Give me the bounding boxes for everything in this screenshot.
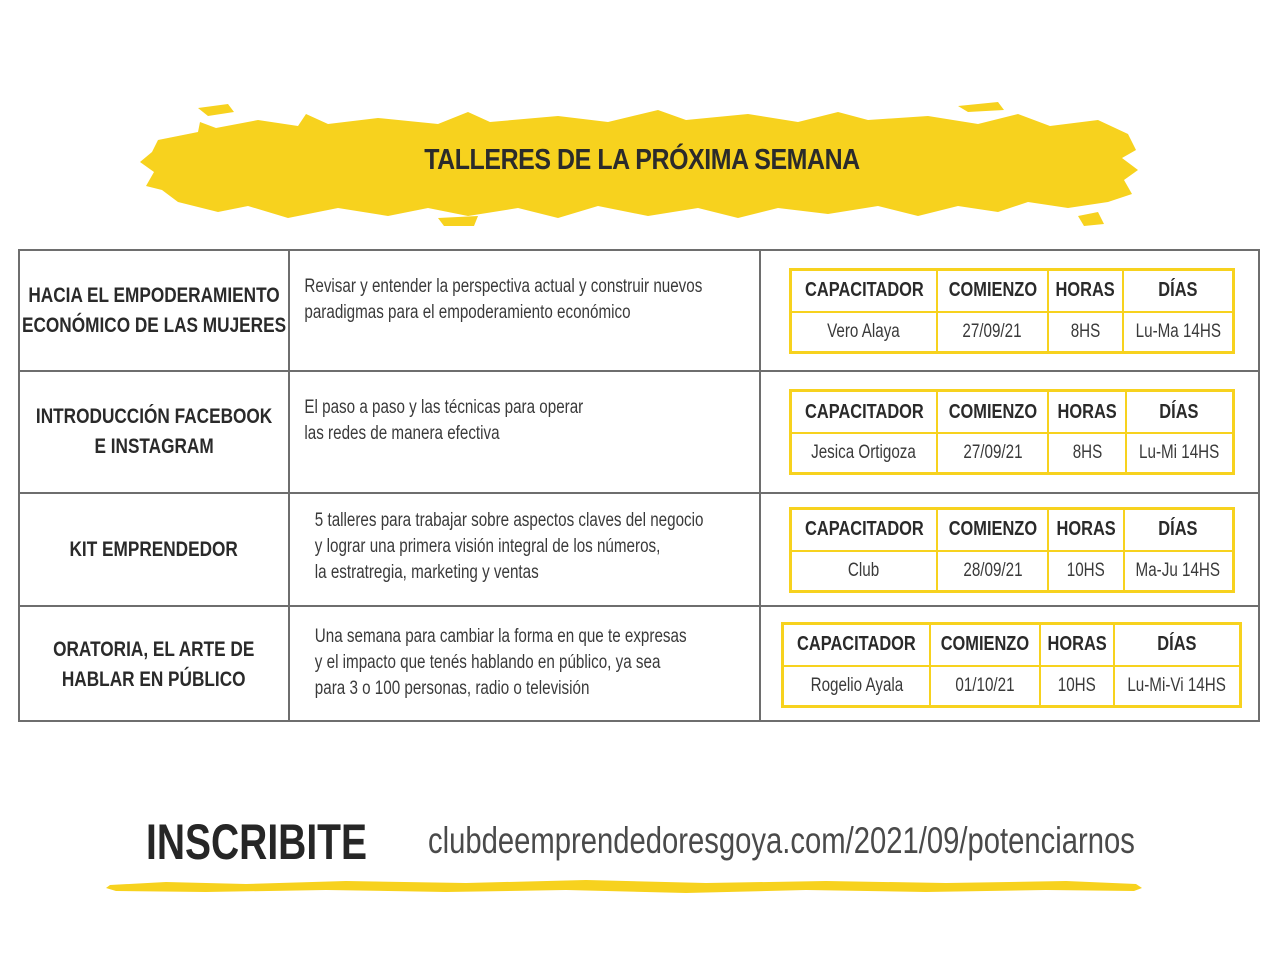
workshop-info-table [789, 389, 1235, 475]
horas-header: HORAS [1055, 279, 1116, 301]
workshop-title-line: INTRODUCCIÓN FACEBOOK [35, 405, 273, 428]
workshop-description-cell [290, 372, 761, 492]
workshop-title-line: KIT EMPRENDEDOR [69, 537, 239, 561]
workshop-description-cell [290, 251, 761, 370]
workshop-title-cell [20, 607, 290, 722]
workshop-title-line: ORATORIA, EL ARTE DE [53, 637, 255, 661]
page-title: TALLERES DE LA PRÓXIMA SEMANA [424, 144, 860, 176]
workshop-title [36, 402, 272, 462]
description-line: para 3 o 100 personas, radio o televisión [314, 677, 590, 699]
comienzo-value: 27/09/21 [963, 442, 1023, 463]
workshop-row [20, 372, 1258, 494]
horas-header: HORAS [1057, 400, 1117, 423]
description-line: 5 talleres para trabajar sobre aspectos claves del negocio [314, 509, 704, 531]
description-line: y el impacto que tenés hablando en público, ya sea [314, 651, 661, 673]
description-line: las redes de manera efectiva [304, 423, 500, 444]
capacitador-value: Rogelio Ayala [810, 674, 904, 696]
dias-value: Lu-Ma 14HS [1135, 320, 1221, 342]
workshop-title-line: ECONÓMICO DE LAS MUJERES [21, 313, 287, 337]
workshop-info-cell [761, 494, 1258, 605]
workshop-info-cell [761, 372, 1258, 492]
dias-header: DÍAS [1158, 279, 1198, 301]
workshop-row [20, 494, 1258, 607]
workshop-description [290, 274, 702, 326]
workshop-description [290, 624, 687, 702]
workshop-row [20, 607, 1258, 722]
capacitador-header: CAPACITADOR [797, 633, 917, 655]
workshop-description-cell [290, 494, 761, 605]
capacitador-value: Jesica Ortigoza [811, 442, 917, 463]
capacitador-header: CAPACITADOR [804, 518, 924, 540]
workshop-description [290, 508, 703, 586]
workshop-description [290, 395, 583, 447]
comienzo-header: COMIENZO [948, 400, 1038, 423]
horas-value: 10HS [1058, 674, 1097, 696]
workshop-description-cell [290, 607, 761, 722]
workshop-title [70, 535, 238, 565]
horas-value: 8HS [1072, 442, 1103, 463]
yellow-underline-stroke [106, 876, 1146, 898]
workshop-info-cell [761, 607, 1258, 722]
description-line: Una semana para cambiar la forma en que te expresas [314, 625, 687, 647]
description-line: y lograr una primera visión integral de los números, [314, 535, 661, 557]
workshop-title-line: HABLAR EN PÚBLICO [62, 667, 246, 691]
workshop-info-table [781, 622, 1241, 708]
workshop-title-cell [20, 251, 290, 370]
description-line: paradigmas para el empoderamiento económico [304, 301, 631, 323]
dias-value: Lu-Mi 14HS [1139, 442, 1220, 463]
signup-url-link[interactable]: clubdeemprendedoresgoya.com/2021/09/potenciarnos [428, 820, 1135, 861]
horas-header: HORAS [1056, 518, 1116, 540]
description-line: El paso a paso y las técnicas para operar [304, 397, 584, 418]
comienzo-header: COMIENZO [948, 279, 1037, 301]
workshop-title-line: E INSTAGRAM [94, 435, 214, 458]
workshop-info-cell [761, 251, 1258, 370]
capacitador-value: Vero Alaya [827, 320, 901, 342]
dias-value: Lu-Mi-Vi 14HS [1127, 674, 1227, 696]
dias-header: DÍAS [1157, 633, 1197, 655]
capacitador-header: CAPACITADOR [804, 400, 924, 423]
comienzo-header: COMIENZO [948, 518, 1037, 540]
workshop-table [18, 249, 1260, 722]
dias-header: DÍAS [1159, 400, 1199, 423]
description-line: la estratregia, marketing y ventas [314, 561, 539, 583]
signup-call-to-action: INSCRIBITE [146, 814, 368, 870]
workshop-title-line: HACIA EL EMPODERAMIENTO [28, 283, 280, 307]
comienzo-header: COMIENZO [940, 633, 1030, 655]
workshop-row [20, 251, 1258, 372]
workshop-title-cell [20, 494, 290, 605]
workshop-title [22, 281, 286, 341]
capacitador-header: CAPACITADOR [804, 279, 924, 301]
workshop-info-table [789, 268, 1235, 354]
horas-value: 8HS [1070, 320, 1101, 342]
horas-header: HORAS [1047, 633, 1107, 655]
workshop-title-cell [20, 372, 290, 492]
horas-value: 10HS [1066, 559, 1105, 581]
comienzo-value: 01/10/21 [955, 674, 1015, 696]
dias-header: DÍAS [1158, 518, 1198, 540]
description-line: Revisar y entender la perspectiva actual y construir nuevos [304, 275, 703, 297]
capacitador-value: Club [848, 559, 880, 581]
dias-value: Ma-Ju 14HS [1135, 559, 1221, 581]
comienzo-value: 27/09/21 [962, 320, 1023, 342]
header-banner [138, 98, 1146, 233]
workshop-info-table [789, 507, 1235, 593]
comienzo-value: 28/09/21 [962, 559, 1023, 581]
workshop-title [53, 635, 254, 695]
